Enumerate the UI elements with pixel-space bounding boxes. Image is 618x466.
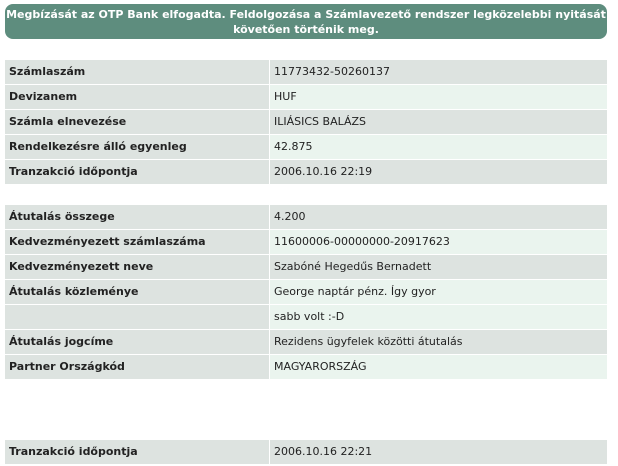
row-label: Rendelkezésre álló egyenleg bbox=[5, 135, 269, 159]
table-row-transaction-time-final bbox=[5, 440, 607, 464]
row-value: HUF bbox=[270, 85, 607, 109]
table-row-partner-country bbox=[5, 355, 607, 379]
table-row-transaction-time bbox=[5, 160, 607, 184]
table-row-transfer-message-continued bbox=[5, 305, 607, 329]
row-value: George naptár pénz. Így gyor bbox=[270, 280, 607, 304]
row-label: Számla elnevezése bbox=[5, 110, 269, 134]
row-label: Átutalás közleménye bbox=[5, 280, 269, 304]
row-label: Devizanem bbox=[5, 85, 269, 109]
confirmation-banner bbox=[5, 4, 607, 39]
row-value: ILIÁSICS BALÁZS bbox=[270, 110, 607, 134]
row-value: MAGYARORSZÁG bbox=[270, 355, 607, 379]
row-value: 11600006-00000000-20917623 bbox=[270, 230, 607, 254]
row-value: Szabóné Hegedűs Bernadett bbox=[270, 255, 607, 279]
row-label: Kedvezményezett neve bbox=[5, 255, 269, 279]
row-value: 2006.10.16 22:21 bbox=[270, 440, 607, 464]
row-value: sabb volt :-D bbox=[270, 305, 607, 329]
transaction-time-table bbox=[5, 440, 607, 465]
row-label: Kedvezményezett számlaszáma bbox=[5, 230, 269, 254]
row-label: Számlaszám bbox=[5, 60, 269, 84]
table-row-currency bbox=[5, 85, 607, 109]
row-value: 4.200 bbox=[270, 205, 607, 229]
table-row-transfer-amount bbox=[5, 205, 607, 229]
row-label bbox=[5, 305, 269, 329]
table-row-available-balance bbox=[5, 135, 607, 159]
account-details-table bbox=[5, 60, 607, 185]
transfer-details-table bbox=[5, 205, 607, 380]
row-value: Rezidens ügyfelek közötti átutalás bbox=[270, 330, 607, 354]
banner-line-1: Megbízását az OTP Bank elfogadta. Feldolgozása a Számlavezető rendszer legközelebbi nyitását bbox=[6, 8, 606, 21]
table-row-beneficiary-name bbox=[5, 255, 607, 279]
table-row-account-number bbox=[5, 60, 607, 84]
row-label: Átutalás összege bbox=[5, 205, 269, 229]
table-row-account-name bbox=[5, 110, 607, 134]
row-value: 11773432-50260137 bbox=[270, 60, 607, 84]
table-row-transfer-purpose bbox=[5, 330, 607, 354]
row-label: Tranzakció időpontja bbox=[5, 160, 269, 184]
row-label: Partner Országkód bbox=[5, 355, 269, 379]
banner-line-2: követően történik meg. bbox=[233, 23, 379, 36]
row-value: 2006.10.16 22:19 bbox=[270, 160, 607, 184]
row-label: Átutalás jogcíme bbox=[5, 330, 269, 354]
row-value: 42.875 bbox=[270, 135, 607, 159]
table-row-beneficiary-account bbox=[5, 230, 607, 254]
table-row-transfer-message bbox=[5, 280, 607, 304]
row-label: Tranzakció időpontja bbox=[5, 440, 269, 464]
